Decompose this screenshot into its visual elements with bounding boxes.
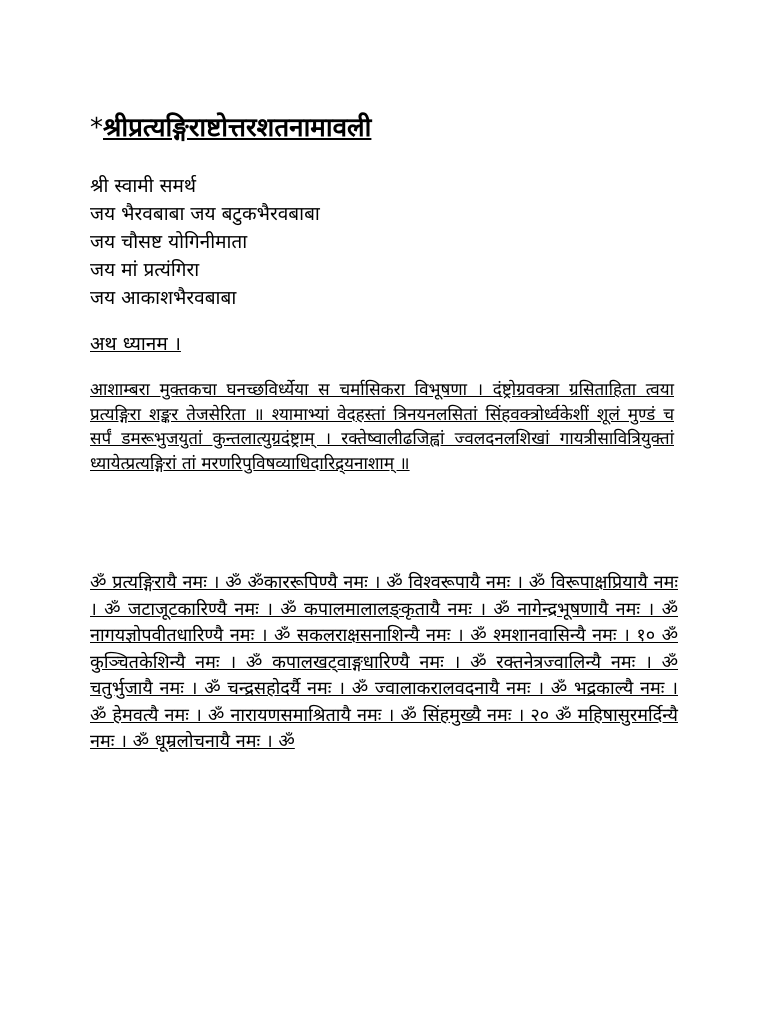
title-prefix: * <box>90 113 103 143</box>
invocation-line: जय चौसष्ट योगिनीमाता <box>90 231 248 253</box>
invocation-line: श्री स्वामी समर्थ <box>90 175 196 197</box>
invocation-line: जय आकाशभैरवबाबा <box>90 287 237 309</box>
document-page <box>90 0 680 1024</box>
invocation-list <box>90 172 680 312</box>
invocation-line: जय मां प्रत्यंगिरा <box>90 259 200 281</box>
dhyana-paragraph: आशाम्बरा मुक्तकचा घनच्छविर्ध्येया स चर्मासिकरा विभूषणा । दंष्ट्रोग्रवक्त्रा ग्रसिताहिता त्वया प्रत्यङ्गिरा शङ्कर तेजसेरिता ॥ श्यामाभ्यां वेदहस्तां त्रिनयनलसितां सिंहवक्त्रोर्ध्वकेशीं शूलं मुण्डं च सर्पं डमरूभुजयुतां कुन्तलात्युग्रदंष्ट्राम् । रक्तेष्वालीढजिह्वां ज्वलदनलशिखां गायत्रीसावित्रियुक्तां ध्यायेत्प्रत्यङ्गिरां तां मरणरिपुविषव्याधिदारिद्र्यनाशाम् ॥ <box>90 380 674 474</box>
names-paragraph: ॐ प्रत्यङ्गिरायै नमः । ॐ ॐकाररूपिण्यै नमः । ॐ विश्वरूपायै नमः । ॐ विरूपाक्षप्रियायै नमः । ॐ जटाजूटकारिण्यै नमः । ॐ कपालमालालङ्कृतायै नमः । ॐ नागेन्द्रभूषणायै नमः । ॐ नागयज्ञोपवीतधारिण्यै नमः । ॐ सकलराक्षसनाशिन्यै नमः । ॐ श्मशानवासिन्यै नमः । १० ॐ कुञ्चितकेशिन्यै नमः । ॐ कपालखट्वाङ्गधारिण्यै नमः । ॐ रक्तनेत्रज्वालिन्यै नमः । ॐ चतुर्भुजायै नमः । ॐ चन्द्रसहोदर्यै नमः । ॐ ज्वालाकरालवदनायै नमः । ॐ भद्रकाल्यै नमः । ॐ हेमवत्यै नमः । ॐ नारायणसमाश्रितायै नमः । ॐ सिंहमुख्यै नमः । २० ॐ महिषासुरमर्दिन्यै नमः । ॐ धूम्रलोचनायै नमः । ॐ <box>90 572 678 752</box>
invocation-line: जय भैरवबाबा जय बटुकभैरवबाबा <box>90 203 320 225</box>
document-title <box>90 110 371 146</box>
title-text: श्रीप्रत्यङ्गिराष्टोत्तरशतनामावली <box>103 113 372 143</box>
dhyana-heading: अथ ध्यानम । <box>90 333 181 355</box>
